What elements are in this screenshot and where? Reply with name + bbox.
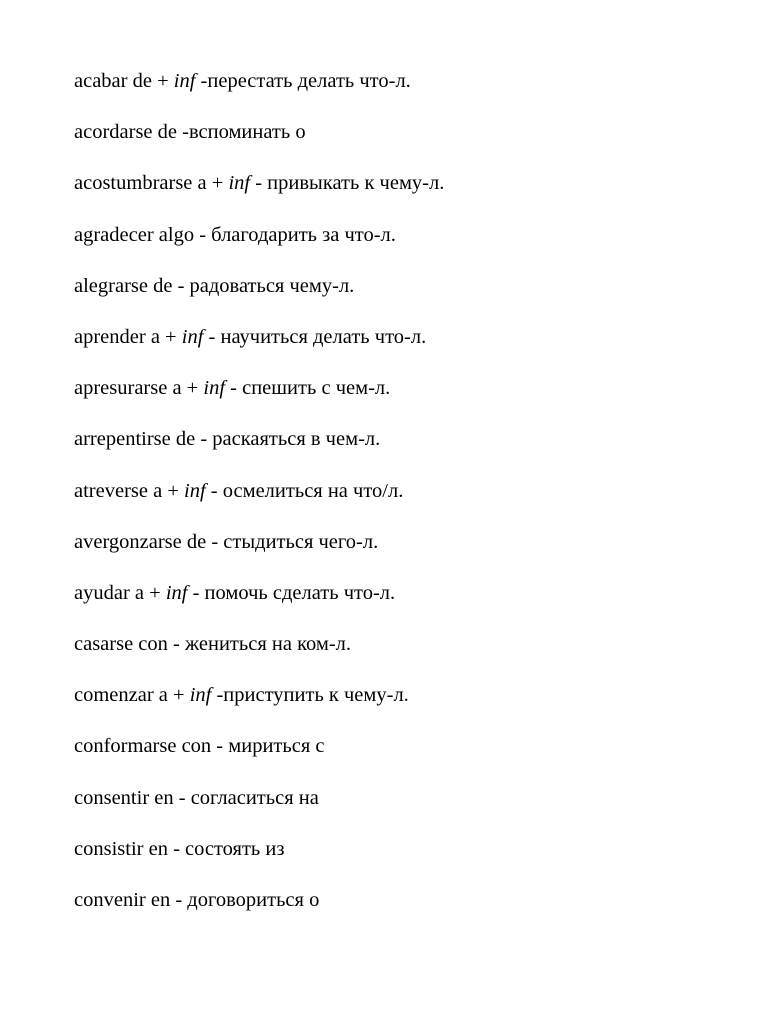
entry-text: alegrarse de - радоваться чему-л. <box>74 274 355 297</box>
entry-translation: -приступить к чему-л. <box>211 684 409 707</box>
entry-text: acostumbrarse a + <box>74 172 229 195</box>
entry-text: acabar de + <box>74 70 174 92</box>
verb-entry <box>74 834 444 885</box>
infinitive-marker: inf <box>228 172 251 195</box>
verb-entry <box>74 629 444 680</box>
verb-entry <box>74 66 444 117</box>
entry-text: arrepentirse de - раскаяться в чем-л. <box>74 428 381 451</box>
entry-translation: - помочь сделать что-л. <box>187 581 396 604</box>
entry-translation: - осмелиться на что/л. <box>205 479 404 502</box>
infinitive-marker: inf <box>173 70 196 92</box>
verb-entry <box>74 885 444 936</box>
entry-text: avergonzarse de - стыдиться чего-л. <box>74 530 379 553</box>
verb-entry <box>74 271 444 322</box>
entry-text: agradecer algo - благодарить за что-л. <box>74 223 396 246</box>
entry-text: consistir en - состоять из <box>74 837 285 860</box>
verb-entry <box>74 680 444 731</box>
entry-text: conformarse con - мириться с <box>74 735 325 758</box>
infinitive-marker: inf <box>203 377 226 400</box>
verb-entry <box>74 424 444 475</box>
entry-text: atreverse a + <box>74 479 185 502</box>
entry-translation: - спешить с чем-л. <box>225 377 391 400</box>
entry-text: comenzar a + <box>74 684 190 707</box>
verb-entry <box>74 117 444 168</box>
verb-entry <box>74 322 444 373</box>
infinitive-marker: inf <box>189 684 212 707</box>
entry-text: aprender a + <box>74 325 182 348</box>
infinitive-marker: inf <box>184 479 206 502</box>
verb-entry <box>74 476 444 527</box>
entry-text: convenir en - договориться о <box>74 889 320 911</box>
infinitive-marker: inf <box>181 325 204 348</box>
entry-text: ayudar a + <box>74 581 166 604</box>
verb-entry <box>74 373 444 424</box>
verb-entry <box>74 527 444 578</box>
verb-entry <box>74 220 444 271</box>
entry-text: apresurarse a + <box>74 377 204 400</box>
entry-text: casarse con - жениться на ком-л. <box>74 633 352 656</box>
entry-translation: - научиться делать что-л. <box>203 325 427 348</box>
verb-entry <box>74 578 444 629</box>
entry-text: acordarse de -вспоминать о <box>74 121 306 144</box>
verb-entry <box>74 783 444 834</box>
entry-translation: -перестать делать что-л. <box>195 70 411 92</box>
entry-translation: - привыкать к чему-л. <box>250 172 445 195</box>
verb-entry <box>74 731 444 782</box>
infinitive-marker: inf <box>165 581 188 604</box>
entry-text: consentir en - согласиться на <box>74 786 319 809</box>
verb-list <box>74 66 444 936</box>
verb-entry <box>74 168 444 219</box>
